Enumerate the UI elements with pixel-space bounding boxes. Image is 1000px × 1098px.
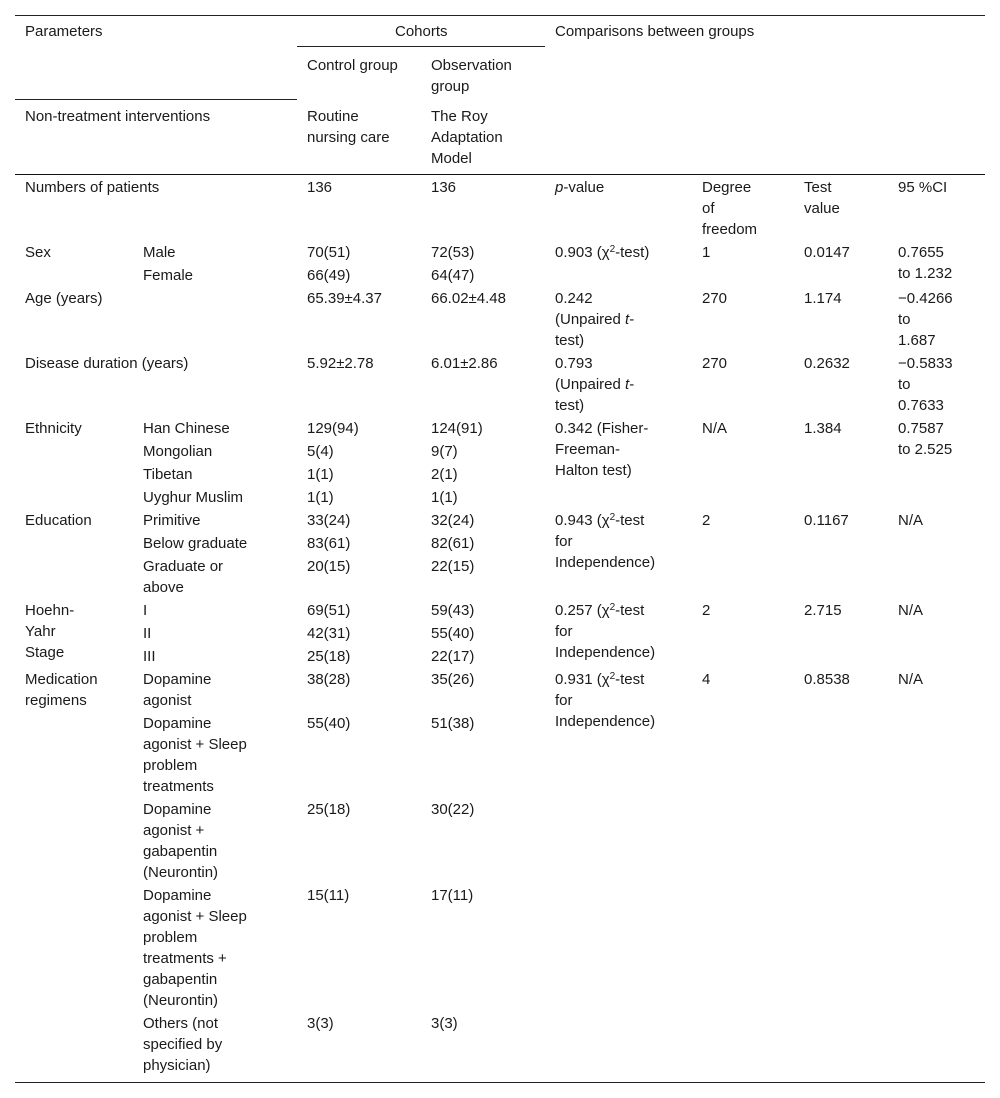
medication-row-name: Others (not specified by physician) (143, 1015, 223, 1074)
header-comparisons: Comparisons between groups (555, 23, 755, 40)
medication-dof: 4 (702, 671, 711, 688)
ethnicity-row-observation: 124(91) (431, 420, 483, 437)
education-row-name: Graduate or above (143, 558, 224, 596)
header-cohorts: Cohorts (395, 23, 448, 40)
header-routine-care: Routine nursing care (307, 108, 390, 146)
sex-p-value: 0.903 $(\chi^2-test)$ (555, 244, 650, 261)
hoehn-dof: 2 (702, 602, 711, 619)
hoehn-row-observation: 55(40) (431, 625, 475, 642)
ethnicity-row-control: 5(4) (307, 443, 334, 460)
medication-test-value: 0.8538 (804, 671, 850, 688)
age-p-value: 0.242 (Unpaired t- test) (555, 290, 635, 349)
test-value-heading: Test value (804, 179, 840, 217)
ethnicity-row-control: 129(94) (307, 420, 359, 437)
bottom-rule (15, 1082, 985, 1083)
hoehn-row-control: 25(18) (307, 648, 351, 665)
hoehn-row-control: 69(51) (307, 602, 351, 619)
ethnicity-row-name: Mongolian (143, 443, 213, 460)
sex-male-label: Male (143, 244, 176, 261)
hoehn-row-name: II (143, 625, 152, 642)
education-row-observation: 22(15) (431, 558, 475, 575)
education-row-control: 83(61) (307, 535, 351, 552)
hoehn-label: Hoehn- Yahr Stage (25, 602, 75, 661)
medication-row-name: Dopamine agonist + Sleep problem treatments + gabapentin (Neurontin) (143, 887, 247, 1009)
medication-row-control: 25(18) (307, 801, 351, 818)
ethnicity-ci: 0.7587 to 2.525 (898, 420, 953, 458)
header-bottom-rule (15, 174, 985, 175)
education-row-control: 20(15) (307, 558, 351, 575)
hoehn-ci: N/A (898, 602, 924, 619)
sex-dof: 1 (702, 244, 711, 261)
header-roy-model: The Roy Adaptation Model (431, 108, 503, 167)
medication-row-observation: 3(3) (431, 1015, 458, 1032)
medication-row-name: Dopamine agonist (143, 671, 212, 709)
medication-ci: N/A (898, 671, 924, 688)
ethnicity-dof: N/A (702, 420, 728, 437)
medication-row-observation: 17(11) (431, 887, 474, 904)
education-label: Education (25, 512, 92, 529)
ethnicity-row-observation: 2(1) (431, 466, 458, 483)
education-row-observation: 32(24) (431, 512, 475, 529)
education-row-control: 33(24) (307, 512, 351, 529)
medication-row-name: Dopamine agonist + Sleep problem treatments (143, 715, 247, 795)
duration-p-value: 0.793 (Unpaired t- test) (555, 355, 635, 414)
age-test-value: 1.174 (804, 290, 842, 307)
ethnicity-p-value: 0.342 (Fisher- Freeman- Halton test) (555, 420, 649, 479)
duration-label: Disease duration (years) (25, 355, 189, 372)
sex-ci: 0.7655 to 1.232 (898, 244, 953, 282)
patients-label: Numbers of patients (25, 179, 160, 196)
age-observation: 66.02±4.48 (431, 290, 506, 307)
duration-observation: 6.01±2.86 (431, 355, 498, 372)
hoehn-row-observation: 22(17) (431, 648, 475, 665)
duration-test-value: 0.2632 (804, 355, 850, 372)
hoehn-row-name: III (143, 648, 156, 665)
dof-heading: Degree of freedom (702, 179, 758, 238)
age-label: Age (years) (25, 290, 103, 307)
age-control: 65.39±4.37 (307, 290, 382, 307)
ethnicity-test-value: 1.384 (804, 420, 842, 437)
header-parameters: Parameters (25, 23, 103, 40)
age-ci: −0.4266 to 1.687 (898, 290, 953, 349)
medication-row-observation: 51(38) (431, 715, 475, 732)
hoehn-test-value: 2.715 (804, 602, 842, 619)
hoehn-row-control: 42(31) (307, 625, 351, 642)
sex-male-control: 70(51) (307, 244, 351, 261)
sex-test-value: 0.0147 (804, 244, 850, 261)
medication-row-control: 3(3) (307, 1015, 334, 1032)
hoehn-p-value: 0.257 ($\chi^2$-test for Independence) (555, 602, 656, 661)
education-row-observation: 82(61) (431, 535, 475, 552)
education-row-name: Below graduate (143, 535, 248, 552)
ethnicity-row-name: Tibetan (143, 466, 193, 483)
hoehn-row-observation: 59(43) (431, 602, 475, 619)
patients-control: 136 (307, 179, 333, 196)
ethnicity-row-name: Uyghur Muslim (143, 489, 244, 506)
education-p-value: 0.943 ($\chi^2$-test for Independence) (555, 512, 656, 571)
top-rule (15, 15, 985, 16)
medication-row-observation: 30(22) (431, 801, 475, 818)
ci-heading: 95 %CI (898, 179, 948, 196)
ethnicity-row-control: 1(1) (307, 489, 334, 506)
sex-label: Sex (25, 244, 51, 261)
cohorts-rule (297, 46, 545, 47)
sex-female-observation: 64(47) (431, 267, 475, 284)
sex-female-control: 66(49) (307, 267, 351, 284)
header-control-group: Control group (307, 57, 398, 74)
duration-control: 5.92±2.78 (307, 355, 374, 372)
medication-row-control: 15(11) (307, 887, 350, 904)
ethnicity-row-name: Han Chinese (143, 420, 230, 437)
p-value-heading: p-value (555, 179, 605, 196)
sex-male-observation: 72(53) (431, 244, 475, 261)
ethnicity-row-observation: 9(7) (431, 443, 458, 460)
header-non-treatment: Non-treatment interventions (25, 108, 211, 125)
age-dof: 270 (702, 290, 728, 307)
medication-label: Medication regimens (25, 671, 98, 709)
sex-female-label: Female (143, 267, 194, 284)
medication-row-observation: 35(26) (431, 671, 475, 688)
medication-row-name: Dopamine agonist + gabapentin (Neurontin) (143, 801, 219, 881)
education-ci: N/A (898, 512, 924, 529)
medication-row-control: 55(40) (307, 715, 351, 732)
education-test-value: 0.1167 (804, 512, 849, 529)
medication-row-control: 38(28) (307, 671, 351, 688)
education-dof: 2 (702, 512, 711, 529)
duration-dof: 270 (702, 355, 728, 372)
ethnicity-label: Ethnicity (25, 420, 82, 437)
hoehn-row-name: I (143, 602, 148, 619)
duration-ci: −0.5833 to 0.7633 (898, 355, 953, 414)
ethnicity-row-control: 1(1) (307, 466, 334, 483)
parameters-rule (15, 99, 297, 100)
patients-observation: 136 (431, 179, 457, 196)
education-row-name: Primitive (143, 512, 201, 529)
ethnicity-row-observation: 1(1) (431, 489, 458, 506)
header-observation-group: Observation group (431, 57, 512, 95)
medication-p-value: 0.931 ($\chi^2$-test for Independence) (555, 671, 656, 730)
